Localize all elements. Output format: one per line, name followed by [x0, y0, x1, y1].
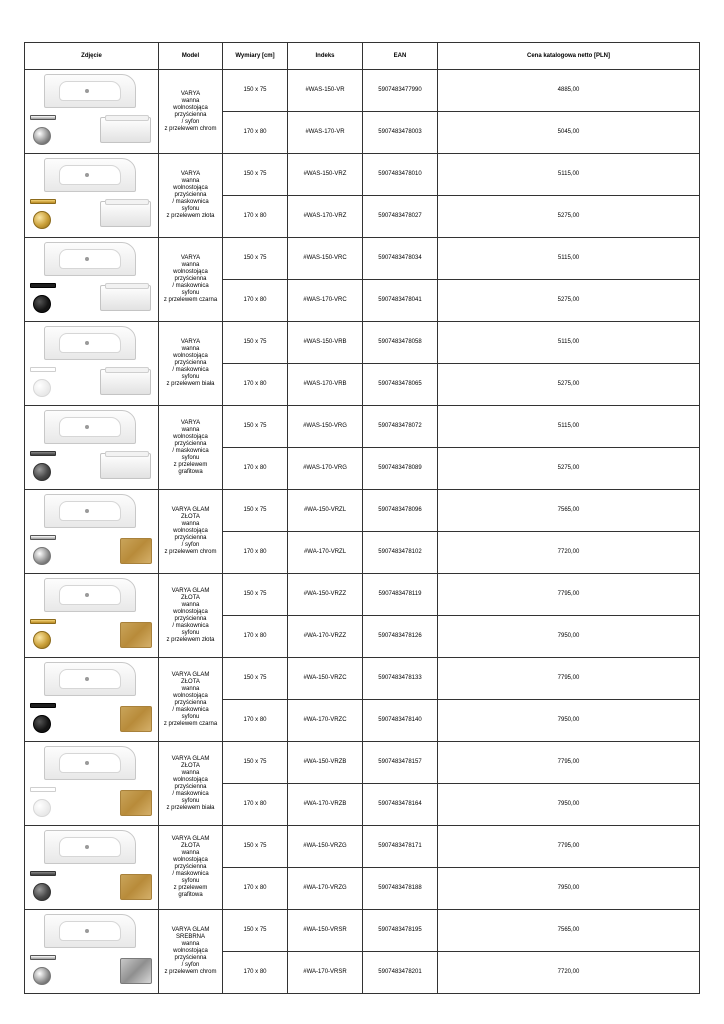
dimensions-cell: 150 x 75 — [223, 154, 288, 196]
dimensions-cell: 150 x 75 — [223, 70, 288, 112]
price-cell: 7795,00 — [438, 658, 700, 700]
bathtub-top-view-image — [44, 830, 136, 864]
price-list-table — [24, 42, 700, 994]
dimensions-cell: 170 x 80 — [223, 616, 288, 658]
product-photo — [25, 322, 159, 406]
price-cell: 5275,00 — [438, 364, 700, 406]
table-row — [25, 910, 700, 952]
price-cell: 5115,00 — [438, 154, 700, 196]
dimensions-cell: 170 x 80 — [223, 868, 288, 910]
model-name-line: z przelewem — [173, 461, 208, 468]
model-name-line: / maskownica — [172, 622, 209, 629]
model-name — [159, 490, 223, 574]
price-cell: 7950,00 — [438, 868, 700, 910]
model-name-line: przyścienna — [174, 864, 207, 870]
model-name-line: wanna — [181, 769, 200, 776]
ean-cell: 5907483478201 — [363, 952, 438, 994]
model-name — [159, 742, 223, 826]
overflow-plate-image — [30, 451, 56, 456]
price-cell: 7565,00 — [438, 490, 700, 532]
model-name-line: wolnostojąca — [173, 857, 208, 863]
overflow-plate-image — [30, 703, 56, 708]
dimensions-cell: 150 x 75 — [223, 658, 288, 700]
header-price: Cena katalogowa netto [PLN] — [438, 43, 700, 70]
dimensions-cell: 170 x 80 — [223, 196, 288, 238]
siphon-cover-image — [33, 883, 51, 901]
header-dimensions: Wymiary [cm] — [223, 43, 288, 70]
model-name-line: wolnostojąca — [173, 353, 208, 359]
header-ean: EAN — [363, 43, 438, 70]
table-row — [25, 490, 700, 532]
index-cell: #WAS-150-VRB — [288, 322, 363, 364]
model-name-line: VARYA — [180, 255, 201, 261]
ean-cell: 5907483478157 — [363, 742, 438, 784]
model-name-line: syfonu — [181, 206, 200, 212]
table-row — [25, 742, 700, 784]
model-name-line: z przelewem — [173, 885, 208, 891]
ean-cell: 5907483478195 — [363, 910, 438, 952]
table-row — [25, 406, 700, 448]
model-name-line: wanna — [181, 178, 200, 184]
model-name — [159, 238, 223, 322]
table-row — [25, 154, 700, 196]
product-photo — [25, 238, 159, 322]
model-name-line: przyścienna — [174, 783, 207, 790]
index-cell: #WAS-170-VRB — [288, 364, 363, 406]
ean-cell: 5907483477990 — [363, 70, 438, 112]
header-photo: Zdjęcie — [25, 43, 159, 70]
table-row — [25, 574, 700, 616]
model-name-line: / maskownica — [172, 790, 209, 797]
dimensions-cell: 150 x 75 — [223, 826, 288, 868]
model-name-line: wolnostojąca — [173, 104, 208, 111]
index-cell: #WA-150-VRZL — [288, 490, 363, 532]
model-name-line: VARYA — [180, 171, 201, 177]
model-name-line: VARYA GLAM — [171, 755, 210, 762]
table-row — [25, 322, 700, 364]
price-cell: 5275,00 — [438, 280, 700, 322]
bathtub-side-view-image — [100, 285, 151, 311]
model-name-line: wolnostojąca — [173, 776, 208, 783]
glam-finish-swatch-image — [120, 874, 152, 900]
model-name-line: VARYA GLAM — [171, 671, 210, 678]
model-name-line: wanna — [181, 685, 200, 692]
model-name — [159, 910, 223, 994]
model-name-line: SREBRNA — [175, 934, 205, 940]
ean-cell: 5907483478126 — [363, 616, 438, 658]
model-name-line: przyścienna — [174, 955, 207, 961]
price-cell: 7795,00 — [438, 742, 700, 784]
model-name-line: VARYA GLAM — [171, 836, 210, 842]
model-name-line: z przelewem czarna — [163, 297, 218, 303]
ean-cell: 5907483478119 — [363, 574, 438, 616]
model-name-line: przyścienna — [174, 699, 207, 706]
price-cell: 5275,00 — [438, 448, 700, 490]
model-name-line: wanna — [181, 346, 200, 352]
dimensions-cell: 150 x 75 — [223, 574, 288, 616]
model-name-line: syfonu — [181, 290, 200, 296]
index-cell: #WAS-150-VR — [288, 70, 363, 112]
price-cell: 7950,00 — [438, 784, 700, 826]
ean-cell: 5907483478072 — [363, 406, 438, 448]
model-name-line: VARYA GLAM — [171, 507, 210, 513]
price-cell: 7795,00 — [438, 826, 700, 868]
ean-cell: 5907483478034 — [363, 238, 438, 280]
model-name-line: VARYA — [180, 419, 201, 426]
model-name-line: / maskownica — [172, 871, 209, 877]
model-name-line: syfonu — [181, 878, 200, 884]
glam-finish-swatch-image — [120, 958, 152, 984]
ean-cell: 5907483478065 — [363, 364, 438, 406]
model-name-line: wanna — [181, 262, 200, 268]
model-name-line: / maskownica — [172, 283, 209, 289]
product-photo — [25, 910, 159, 994]
dimensions-cell: 150 x 75 — [223, 322, 288, 364]
index-cell: #WAS-170-VR — [288, 112, 363, 154]
ean-cell: 5907483478096 — [363, 490, 438, 532]
index-cell: #WA-170-VRZG — [288, 868, 363, 910]
bathtub-top-view-image — [44, 494, 136, 528]
model-name-line: z przelewem chrom — [164, 969, 217, 975]
dimensions-cell: 150 x 75 — [223, 238, 288, 280]
bathtub-top-view-image — [44, 74, 136, 108]
ean-cell: 5907483478041 — [363, 280, 438, 322]
ean-cell: 5907483478003 — [363, 112, 438, 154]
index-cell: #WA-170-VRZC — [288, 700, 363, 742]
model-name-line: / syfon — [181, 542, 200, 548]
overflow-plate-image — [30, 367, 56, 372]
model-name-line: / maskownica — [172, 367, 209, 373]
bathtub-side-view-image — [100, 369, 151, 395]
model-name — [159, 406, 223, 490]
ean-cell: 5907483478164 — [363, 784, 438, 826]
bathtub-top-view-image — [44, 410, 136, 444]
model-name-line: ZŁOTA — [181, 514, 200, 520]
bathtub-side-view-image — [100, 117, 151, 143]
price-cell: 7950,00 — [438, 616, 700, 658]
index-cell: #WAS-170-VRG — [288, 448, 363, 490]
model-name-line: wanna — [181, 426, 200, 433]
model-name-line: ZŁOTA — [181, 594, 200, 601]
index-cell: #WA-150-VRZB — [288, 742, 363, 784]
price-cell: 7795,00 — [438, 574, 700, 616]
overflow-plate-image — [30, 199, 56, 204]
siphon-cover-image — [33, 715, 51, 733]
model-name-line: przyścienna — [174, 192, 207, 198]
table-row — [25, 658, 700, 700]
model-name-line: wolnostojąca — [173, 608, 208, 615]
model-name-line: przyścienna — [174, 440, 207, 447]
overflow-plate-image — [30, 115, 56, 120]
model-name-line: / maskownica — [172, 199, 209, 205]
model-name-line: wolnostojąca — [173, 948, 208, 954]
ean-cell: 5907483478058 — [363, 322, 438, 364]
overflow-plate-image — [30, 283, 56, 288]
model-name-line: syfonu — [181, 454, 200, 461]
price-cell: 5115,00 — [438, 322, 700, 364]
header-model: Model — [159, 43, 223, 70]
ean-cell: 5907483478102 — [363, 532, 438, 574]
model-name-line: syfonu — [181, 797, 200, 804]
model-name-line: VARYA GLAM — [171, 927, 210, 933]
model-name — [159, 154, 223, 238]
model-name-line: / maskownica — [172, 706, 209, 713]
index-cell: #WA-170-VRZB — [288, 784, 363, 826]
model-name-line: / syfon — [181, 118, 200, 125]
model-name-line: przyścienna — [174, 535, 207, 541]
price-cell: 7720,00 — [438, 532, 700, 574]
model-name — [159, 322, 223, 406]
siphon-cover-image — [33, 631, 51, 649]
dimensions-cell: 170 x 80 — [223, 700, 288, 742]
dimensions-cell: 170 x 80 — [223, 448, 288, 490]
table-header-row — [25, 43, 700, 70]
overflow-plate-image — [30, 787, 56, 792]
model-name-line: wolnostojąca — [173, 433, 208, 440]
siphon-cover-image — [33, 379, 51, 397]
glam-finish-swatch-image — [120, 622, 152, 648]
bathtub-side-view-image — [100, 201, 151, 227]
model-name-line: grafitowa — [178, 892, 203, 898]
product-photo — [25, 70, 159, 154]
siphon-cover-image — [33, 547, 51, 565]
product-photo — [25, 742, 159, 826]
bathtub-top-view-image — [44, 578, 136, 612]
overflow-plate-image — [30, 955, 56, 960]
header-index: Indeks — [288, 43, 363, 70]
price-cell: 5115,00 — [438, 238, 700, 280]
model-name — [159, 826, 223, 910]
index-cell: #WA-150-VRZG — [288, 826, 363, 868]
ean-cell: 5907483478010 — [363, 154, 438, 196]
model-name — [159, 574, 223, 658]
model-name-line: ZŁOTA — [181, 843, 200, 849]
product-photo — [25, 574, 159, 658]
ean-cell: 5907483478133 — [363, 658, 438, 700]
index-cell: #WA-170-VRSR — [288, 952, 363, 994]
model-name-line: z przelewem chrom — [164, 125, 217, 132]
index-cell: #WAS-170-VRC — [288, 280, 363, 322]
model-name-line: z przelewem chrom — [164, 549, 217, 555]
model-name-line: ZŁOTA — [181, 678, 200, 685]
model-name-line: VARYA — [180, 339, 201, 345]
model-name-line: wolnostojąca — [173, 692, 208, 699]
dimensions-cell: 170 x 80 — [223, 112, 288, 154]
model-name-line: wolnostojąca — [173, 185, 208, 191]
glam-finish-swatch-image — [120, 706, 152, 732]
model-name-line: VARYA GLAM — [171, 587, 210, 594]
price-cell: 4885,00 — [438, 70, 700, 112]
price-cell: 7720,00 — [438, 952, 700, 994]
model-name-line: z przelewem biała — [166, 804, 215, 811]
model-name-line: z przelewem złota — [166, 636, 215, 643]
index-cell: #WA-150-VRZZ — [288, 574, 363, 616]
model-name-line: / syfon — [181, 962, 200, 968]
product-photo — [25, 658, 159, 742]
model-name-line: VARYA — [180, 90, 201, 97]
index-cell: #WAS-150-VRZ — [288, 154, 363, 196]
siphon-cover-image — [33, 295, 51, 313]
siphon-cover-image — [33, 211, 51, 229]
table-row — [25, 70, 700, 112]
model-name-line: przyścienna — [174, 615, 207, 622]
price-cell: 7950,00 — [438, 700, 700, 742]
ean-cell: 5907483478188 — [363, 868, 438, 910]
dimensions-cell: 170 x 80 — [223, 280, 288, 322]
dimensions-cell: 170 x 80 — [223, 532, 288, 574]
model-name-line: wanna — [181, 941, 200, 947]
model-name-line: wolnostojąca — [173, 528, 208, 534]
bathtub-top-view-image — [44, 158, 136, 192]
index-cell: #WAS-170-VRZ — [288, 196, 363, 238]
model-name-line: przyścienna — [174, 360, 207, 366]
model-name-line: z przelewem czarna — [163, 720, 218, 727]
model-name-line: syfonu — [181, 374, 200, 380]
dimensions-cell: 170 x 80 — [223, 364, 288, 406]
model-name-line: przyścienna — [174, 111, 207, 118]
bathtub-top-view-image — [44, 914, 136, 948]
dimensions-cell: 150 x 75 — [223, 490, 288, 532]
model-name-line: z przelewem złota — [166, 213, 215, 219]
overflow-plate-image — [30, 535, 56, 540]
ean-cell: 5907483478171 — [363, 826, 438, 868]
siphon-cover-image — [33, 799, 51, 817]
dimensions-cell: 150 x 75 — [223, 742, 288, 784]
product-photo — [25, 406, 159, 490]
index-cell: #WA-150-VRSR — [288, 910, 363, 952]
ean-cell: 5907483478140 — [363, 700, 438, 742]
product-photo — [25, 154, 159, 238]
dimensions-cell: 150 x 75 — [223, 406, 288, 448]
index-cell: #WA-170-VRZL — [288, 532, 363, 574]
table-row — [25, 826, 700, 868]
price-cell: 7565,00 — [438, 910, 700, 952]
index-cell: #WA-170-VRZZ — [288, 616, 363, 658]
glam-finish-swatch-image — [120, 538, 152, 564]
model-name-line: syfonu — [181, 629, 200, 636]
model-name-line: wanna — [181, 601, 200, 608]
model-name — [159, 658, 223, 742]
bathtub-top-view-image — [44, 746, 136, 780]
index-cell: #WAS-150-VRG — [288, 406, 363, 448]
glam-finish-swatch-image — [120, 790, 152, 816]
bathtub-top-view-image — [44, 242, 136, 276]
siphon-cover-image — [33, 463, 51, 481]
model-name-line: z przelewem biała — [166, 381, 215, 387]
bathtub-side-view-image — [100, 453, 151, 479]
model-name-line: grafitowa — [178, 468, 203, 475]
model-name-line: wanna — [181, 850, 200, 856]
bathtub-top-view-image — [44, 326, 136, 360]
product-photo — [25, 490, 159, 574]
model-name-line: ZŁOTA — [181, 762, 200, 769]
index-cell: #WA-150-VRZC — [288, 658, 363, 700]
model-name-line: przyścienna — [174, 276, 207, 282]
price-cell: 5275,00 — [438, 196, 700, 238]
ean-cell: 5907483478027 — [363, 196, 438, 238]
model-name-line: syfonu — [181, 713, 200, 720]
product-photo — [25, 826, 159, 910]
dimensions-cell: 150 x 75 — [223, 910, 288, 952]
model-name-line: wanna — [181, 97, 200, 104]
table-row — [25, 238, 700, 280]
overflow-plate-image — [30, 871, 56, 876]
price-cell: 5045,00 — [438, 112, 700, 154]
overflow-plate-image — [30, 619, 56, 624]
model-name-line: wolnostojąca — [173, 269, 208, 275]
dimensions-cell: 170 x 80 — [223, 784, 288, 826]
model-name-line: / maskownica — [172, 447, 209, 454]
bathtub-top-view-image — [44, 662, 136, 696]
ean-cell: 5907483478089 — [363, 448, 438, 490]
siphon-cover-image — [33, 967, 51, 985]
dimensions-cell: 170 x 80 — [223, 952, 288, 994]
model-name-line: wanna — [181, 521, 200, 527]
model-name — [159, 70, 223, 154]
index-cell: #WAS-150-VRC — [288, 238, 363, 280]
siphon-cover-image — [33, 127, 51, 145]
price-cell: 5115,00 — [438, 406, 700, 448]
